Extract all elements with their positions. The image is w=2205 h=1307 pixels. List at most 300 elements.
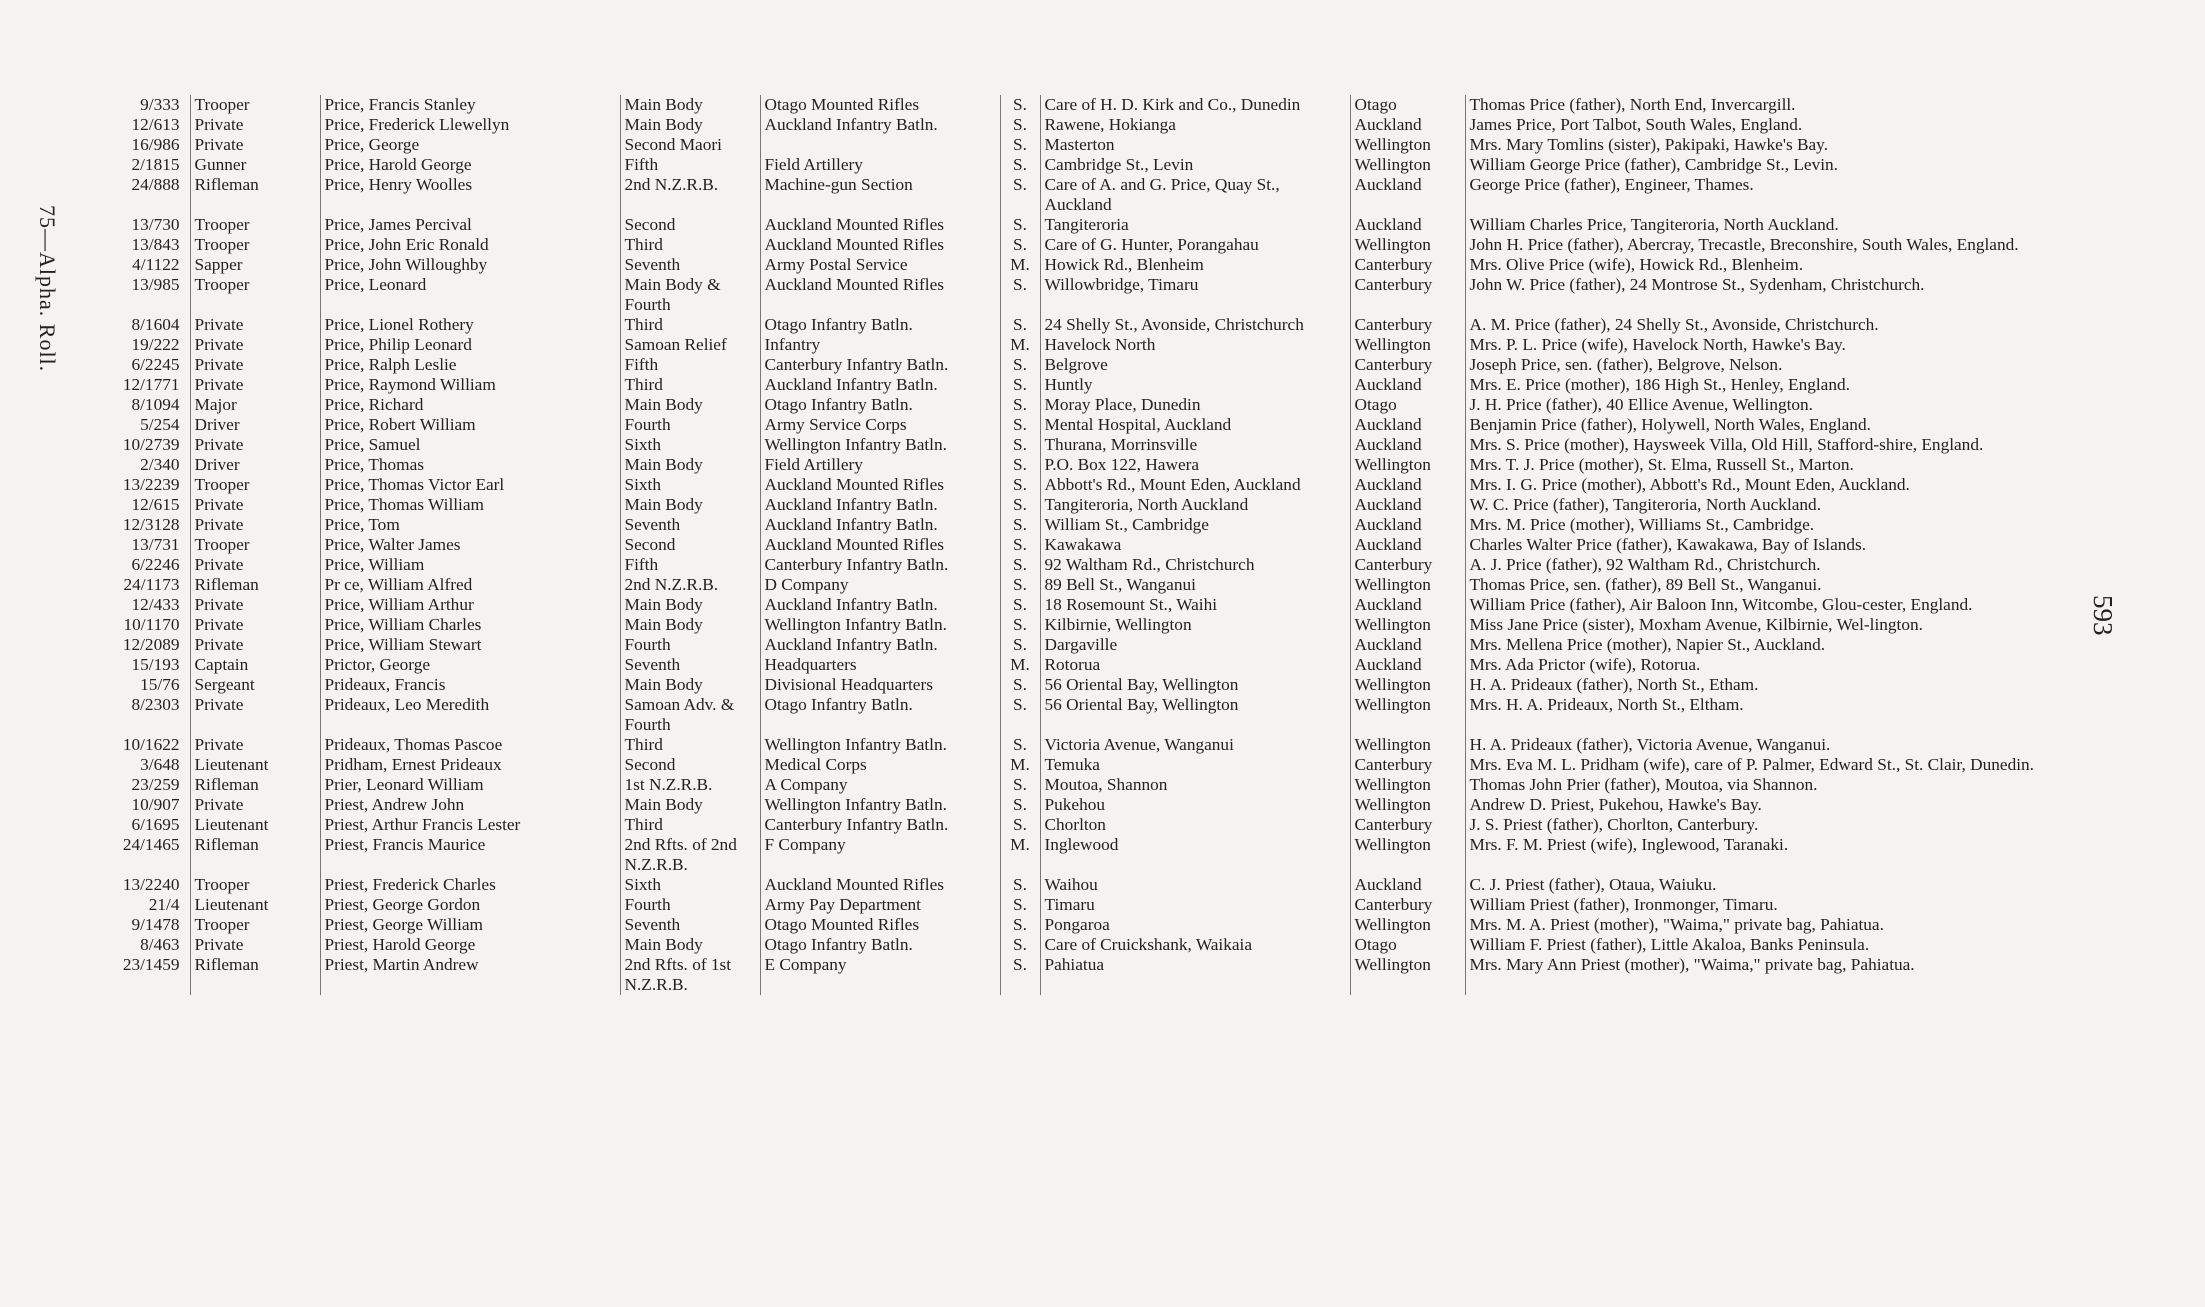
corps-cell: Army Postal Service bbox=[760, 255, 1000, 275]
next-of-kin-cell: Thomas Price, sen. (father), 89 Bell St., Wanganui. bbox=[1465, 575, 2150, 595]
rank-cell: Private bbox=[190, 115, 320, 135]
rank-cell: Trooper bbox=[190, 95, 320, 115]
marital-status-cell: S. bbox=[1000, 215, 1040, 235]
marital-status-cell: S. bbox=[1000, 575, 1040, 595]
district-cell: Auckland bbox=[1350, 215, 1465, 235]
table-row bbox=[110, 175, 2150, 215]
service-number-cell: 9/333 bbox=[140, 95, 180, 114]
corps-cell: Auckland Infantry Batln. bbox=[760, 595, 1000, 615]
embarkation-unit-cell: Seventh bbox=[620, 915, 760, 935]
district-cell: Otago bbox=[1350, 395, 1465, 415]
service-number-cell: 16/986 bbox=[131, 135, 180, 154]
next-of-kin-cell: Thomas John Prier (father), Moutoa, via Shannon. bbox=[1465, 775, 2150, 795]
last-address-cell: Moray Place, Dunedin bbox=[1040, 395, 1350, 415]
soldier-name-cell: Prier, Leonard William bbox=[320, 775, 620, 795]
embarkation-unit-cell: Second bbox=[620, 755, 760, 775]
next-of-kin-cell: Mrs. I. G. Price (mother), Abbott's Rd., Mount Eden, Auckland. bbox=[1465, 475, 2150, 495]
rank-cell: Private bbox=[190, 135, 320, 155]
service-number-cell: 23/1459 bbox=[122, 955, 180, 974]
embarkation-unit-cell: Sixth bbox=[620, 435, 760, 455]
soldier-name-cell: Price, Harold George bbox=[320, 155, 620, 175]
soldier-name-cell: Price, Richard bbox=[320, 395, 620, 415]
table-row bbox=[110, 695, 2150, 735]
district-cell: Auckland bbox=[1350, 515, 1465, 535]
soldier-name-cell: Price, James Percival bbox=[320, 215, 620, 235]
last-address-cell: Dargaville bbox=[1040, 635, 1350, 655]
next-of-kin-cell: H. A. Prideaux (father), Victoria Avenue, Wanganui. bbox=[1465, 735, 2150, 755]
rank-cell: Rifleman bbox=[190, 175, 320, 215]
table-row bbox=[110, 935, 2150, 955]
last-address-cell: Tangiteroria, North Auckland bbox=[1040, 495, 1350, 515]
soldier-name-cell: Price, Robert William bbox=[320, 415, 620, 435]
last-address-cell: Mental Hospital, Auckland bbox=[1040, 415, 1350, 435]
service-number-cell: 13/730 bbox=[131, 215, 180, 234]
next-of-kin-cell: William George Price (father), Cambridge St., Levin. bbox=[1465, 155, 2150, 175]
table-row bbox=[110, 415, 2150, 435]
service-number-cell: 24/1173 bbox=[123, 575, 180, 594]
corps-cell bbox=[760, 135, 1000, 155]
table-row bbox=[110, 615, 2150, 635]
district-cell: Wellington bbox=[1350, 155, 1465, 175]
last-address-cell: Tangiteroria bbox=[1040, 215, 1350, 235]
service-number-cell: 10/1622 bbox=[122, 735, 180, 754]
marital-status-cell: M. bbox=[1000, 335, 1040, 355]
soldier-name-cell: Price, Tom bbox=[320, 515, 620, 535]
service-number-cell: 13/2239 bbox=[122, 475, 180, 494]
rank-cell: Private bbox=[190, 555, 320, 575]
embarkation-unit-cell: Main Body bbox=[620, 455, 760, 475]
corps-cell: Divisional Headquarters bbox=[760, 675, 1000, 695]
soldier-name-cell: Prideaux, Thomas Pascoe bbox=[320, 735, 620, 755]
district-cell: Auckland bbox=[1350, 475, 1465, 495]
district-cell: Canterbury bbox=[1350, 355, 1465, 375]
embarkation-unit-cell: 2nd N.Z.R.B. bbox=[620, 175, 760, 215]
service-number-cell: 12/433 bbox=[131, 595, 180, 614]
table-row bbox=[110, 135, 2150, 155]
embarkation-unit-cell: Third bbox=[620, 375, 760, 395]
rank-cell: Private bbox=[190, 355, 320, 375]
marital-status-cell: S. bbox=[1000, 935, 1040, 955]
soldier-name-cell: Price, George bbox=[320, 135, 620, 155]
district-cell: Wellington bbox=[1350, 335, 1465, 355]
soldier-name-cell: Priest, Arthur Francis Lester bbox=[320, 815, 620, 835]
corps-cell: Auckland Infantry Batln. bbox=[760, 375, 1000, 395]
service-number-cell: 24/1465 bbox=[122, 835, 180, 854]
next-of-kin-cell: Mrs. Eva M. L. Pridham (wife), care of P. Palmer, Edward St., St. Clair, Dunedin. bbox=[1465, 755, 2150, 775]
next-of-kin-cell: Mrs. T. J. Price (mother), St. Elma, Russell St., Marton. bbox=[1465, 455, 2150, 475]
next-of-kin-cell: Charles Walter Price (father), Kawakawa, Bay of Islands. bbox=[1465, 535, 2150, 555]
corps-cell: Wellington Infantry Batln. bbox=[760, 435, 1000, 455]
table-row bbox=[110, 555, 2150, 575]
next-of-kin-cell: Mrs. M. Price (mother), Williams St., Cambridge. bbox=[1465, 515, 2150, 535]
soldier-name-cell: Price, Philip Leonard bbox=[320, 335, 620, 355]
table-row bbox=[110, 375, 2150, 395]
district-cell: Wellington bbox=[1350, 835, 1465, 875]
marital-status-cell: S. bbox=[1000, 475, 1040, 495]
table-row bbox=[110, 95, 2150, 115]
soldier-name-cell: Prideaux, Francis bbox=[320, 675, 620, 695]
district-cell: Wellington bbox=[1350, 795, 1465, 815]
service-number-cell: 8/1094 bbox=[131, 395, 180, 414]
district-cell: Canterbury bbox=[1350, 815, 1465, 835]
next-of-kin-cell: William Price (father), Air Baloon Inn, Witcombe, Glou-cester, England. bbox=[1465, 595, 2150, 615]
table-row bbox=[110, 275, 2150, 315]
rank-cell: Private bbox=[190, 635, 320, 655]
marital-status-cell: S. bbox=[1000, 555, 1040, 575]
last-address-cell: 56 Oriental Bay, Wellington bbox=[1040, 675, 1350, 695]
soldier-name-cell: Price, Lionel Rothery bbox=[320, 315, 620, 335]
corps-cell: Otago Mounted Rifles bbox=[760, 915, 1000, 935]
soldier-name-cell: Price, Thomas William bbox=[320, 495, 620, 515]
rank-cell: Rifleman bbox=[190, 835, 320, 875]
soldier-name-cell: Price, John Willoughby bbox=[320, 255, 620, 275]
next-of-kin-cell: C. J. Priest (father), Otaua, Waiuku. bbox=[1465, 875, 2150, 895]
soldier-name-cell: Price, Leonard bbox=[320, 275, 620, 315]
marital-status-cell: S. bbox=[1000, 315, 1040, 335]
roll-body bbox=[110, 95, 2150, 995]
next-of-kin-cell: Mrs. H. A. Prideaux, North St., Eltham. bbox=[1465, 695, 2150, 735]
embarkation-unit-cell: Main Body bbox=[620, 395, 760, 415]
district-cell: Auckland bbox=[1350, 435, 1465, 455]
district-cell: Auckland bbox=[1350, 535, 1465, 555]
last-address-cell: Pongaroa bbox=[1040, 915, 1350, 935]
embarkation-unit-cell: Main Body bbox=[620, 115, 760, 135]
soldier-name-cell: Price, Henry Woolles bbox=[320, 175, 620, 215]
service-number-cell: 8/463 bbox=[140, 935, 180, 954]
next-of-kin-cell: William Priest (father), Ironmonger, Timaru. bbox=[1465, 895, 2150, 915]
soldier-name-cell: Price, Francis Stanley bbox=[320, 95, 620, 115]
service-number-cell: 2/340 bbox=[140, 455, 180, 474]
district-cell: Wellington bbox=[1350, 575, 1465, 595]
soldier-name-cell: Priest, Francis Maurice bbox=[320, 835, 620, 875]
rank-cell: Sergeant bbox=[190, 675, 320, 695]
table-row bbox=[110, 495, 2150, 515]
table-row bbox=[110, 915, 2150, 935]
table-row bbox=[110, 755, 2150, 775]
next-of-kin-cell: John W. Price (father), 24 Montrose St., Sydenham, Christchurch. bbox=[1465, 275, 2150, 315]
soldier-name-cell: Price, Samuel bbox=[320, 435, 620, 455]
embarkation-unit-cell: Third bbox=[620, 735, 760, 755]
next-of-kin-cell: J. S. Priest (father), Chorlton, Canterbury. bbox=[1465, 815, 2150, 835]
embarkation-unit-cell: 2nd Rfts. of 1st N.Z.R.B. bbox=[620, 955, 760, 995]
embarkation-unit-cell: Second bbox=[620, 535, 760, 555]
last-address-cell: Howick Rd., Blenheim bbox=[1040, 255, 1350, 275]
corps-cell: Auckland Mounted Rifles bbox=[760, 475, 1000, 495]
soldier-name-cell: Price, Thomas Victor Earl bbox=[320, 475, 620, 495]
embarkation-unit-cell: 1st N.Z.R.B. bbox=[620, 775, 760, 795]
last-address-cell: Belgrove bbox=[1040, 355, 1350, 375]
marital-status-cell: S. bbox=[1000, 175, 1040, 215]
service-number-cell: 15/76 bbox=[140, 675, 180, 694]
rank-cell: Rifleman bbox=[190, 955, 320, 995]
table-row bbox=[110, 795, 2150, 815]
soldier-name-cell: Price, William Arthur bbox=[320, 595, 620, 615]
table-row bbox=[110, 315, 2150, 335]
corps-cell: Machine-gun Section bbox=[760, 175, 1000, 215]
soldier-name-cell: Price, William Stewart bbox=[320, 635, 620, 655]
marital-status-cell: S. bbox=[1000, 515, 1040, 535]
next-of-kin-cell: A. M. Price (father), 24 Shelly St., Avonside, Christchurch. bbox=[1465, 315, 2150, 335]
service-number-cell: 12/1771 bbox=[122, 375, 180, 394]
corps-cell: Field Artillery bbox=[760, 455, 1000, 475]
embarkation-unit-cell: Seventh bbox=[620, 655, 760, 675]
next-of-kin-cell: Mrs. Olive Price (wife), Howick Rd., Blenheim. bbox=[1465, 255, 2150, 275]
next-of-kin-cell: Mrs. Mary Ann Priest (mother), "Waima," private bag, Pahiatua. bbox=[1465, 955, 2150, 995]
rank-cell: Private bbox=[190, 795, 320, 815]
district-cell: Auckland bbox=[1350, 635, 1465, 655]
rank-cell: Private bbox=[190, 495, 320, 515]
district-cell: Wellington bbox=[1350, 235, 1465, 255]
marital-status-cell: S. bbox=[1000, 155, 1040, 175]
service-number-cell: 24/888 bbox=[131, 175, 180, 194]
last-address-cell: Cambridge St., Levin bbox=[1040, 155, 1350, 175]
marital-status-cell: S. bbox=[1000, 235, 1040, 255]
rank-cell: Trooper bbox=[190, 475, 320, 495]
rank-cell: Lieutenant bbox=[190, 815, 320, 835]
roll-table bbox=[110, 95, 2150, 995]
corps-cell: Auckland Mounted Rifles bbox=[760, 275, 1000, 315]
service-number-cell: 10/2739 bbox=[122, 435, 180, 454]
corps-cell: E Company bbox=[760, 955, 1000, 995]
next-of-kin-cell: William Charles Price, Tangiteroria, North Auckland. bbox=[1465, 215, 2150, 235]
marital-status-cell: M. bbox=[1000, 655, 1040, 675]
corps-cell: Otago Infantry Batln. bbox=[760, 315, 1000, 335]
last-address-cell: Havelock North bbox=[1040, 335, 1350, 355]
soldier-name-cell: Price, William Charles bbox=[320, 615, 620, 635]
last-address-cell: Waihou bbox=[1040, 875, 1350, 895]
corps-cell: Auckland Infantry Batln. bbox=[760, 495, 1000, 515]
marital-status-cell: S. bbox=[1000, 875, 1040, 895]
marital-status-cell: S. bbox=[1000, 915, 1040, 935]
embarkation-unit-cell: Second bbox=[620, 215, 760, 235]
soldier-name-cell: Priest, Harold George bbox=[320, 935, 620, 955]
last-address-cell: 89 Bell St., Wanganui bbox=[1040, 575, 1350, 595]
corps-cell: D Company bbox=[760, 575, 1000, 595]
district-cell: Wellington bbox=[1350, 455, 1465, 475]
last-address-cell: 24 Shelly St., Avonside, Christchurch bbox=[1040, 315, 1350, 335]
service-number-cell: 4/1122 bbox=[132, 255, 180, 274]
last-address-cell: Care of A. and G. Price, Quay St., Auckland bbox=[1040, 175, 1350, 215]
district-cell: Canterbury bbox=[1350, 255, 1465, 275]
embarkation-unit-cell: Second Maori bbox=[620, 135, 760, 155]
soldier-name-cell: Priest, Andrew John bbox=[320, 795, 620, 815]
last-address-cell: 92 Waltham Rd., Christchurch bbox=[1040, 555, 1350, 575]
district-cell: Auckland bbox=[1350, 595, 1465, 615]
embarkation-unit-cell: Fifth bbox=[620, 355, 760, 375]
district-cell: Wellington bbox=[1350, 915, 1465, 935]
corps-cell: Auckland Infantry Batln. bbox=[760, 635, 1000, 655]
service-number-cell: 8/1604 bbox=[131, 315, 180, 334]
corps-cell: Canterbury Infantry Batln. bbox=[760, 555, 1000, 575]
table-row bbox=[110, 635, 2150, 655]
service-number-cell: 3/648 bbox=[140, 755, 180, 774]
rank-cell: Private bbox=[190, 935, 320, 955]
rank-cell: Rifleman bbox=[190, 775, 320, 795]
table-row bbox=[110, 595, 2150, 615]
last-address-cell: Willowbridge, Timaru bbox=[1040, 275, 1350, 315]
marital-status-cell: S. bbox=[1000, 275, 1040, 315]
soldier-name-cell: Price, John Eric Ronald bbox=[320, 235, 620, 255]
last-address-cell: Inglewood bbox=[1040, 835, 1350, 875]
service-number-cell: 6/2245 bbox=[131, 355, 180, 374]
soldier-name-cell: Prictor, George bbox=[320, 655, 620, 675]
table-row bbox=[110, 515, 2150, 535]
next-of-kin-cell: James Price, Port Talbot, South Wales, England. bbox=[1465, 115, 2150, 135]
rank-cell: Private bbox=[190, 735, 320, 755]
marital-status-cell: S. bbox=[1000, 495, 1040, 515]
corps-cell: F Company bbox=[760, 835, 1000, 875]
next-of-kin-cell: Mrs. P. L. Price (wife), Havelock North, Hawke's Bay. bbox=[1465, 335, 2150, 355]
next-of-kin-cell: Mrs. S. Price (mother), Haysweek Villa, Old Hill, Stafford-shire, England. bbox=[1465, 435, 2150, 455]
rank-cell: Private bbox=[190, 615, 320, 635]
service-number-cell: 6/2246 bbox=[131, 555, 180, 574]
rank-cell: Rifleman bbox=[190, 575, 320, 595]
last-address-cell: Moutoa, Shannon bbox=[1040, 775, 1350, 795]
corps-cell: Army Service Corps bbox=[760, 415, 1000, 435]
next-of-kin-cell: Mrs. Ada Prictor (wife), Rotorua. bbox=[1465, 655, 2150, 675]
table-row bbox=[110, 535, 2150, 555]
rank-cell: Lieutenant bbox=[190, 755, 320, 775]
next-of-kin-cell: Mrs. M. A. Priest (mother), "Waima," private bag, Pahiatua. bbox=[1465, 915, 2150, 935]
last-address-cell: Thurana, Morrinsville bbox=[1040, 435, 1350, 455]
last-address-cell: William St., Cambridge bbox=[1040, 515, 1350, 535]
rank-cell: Trooper bbox=[190, 875, 320, 895]
service-number-cell: 12/2089 bbox=[122, 635, 180, 654]
rank-cell: Private bbox=[190, 695, 320, 735]
marital-status-cell: S. bbox=[1000, 115, 1040, 135]
corps-cell: Canterbury Infantry Batln. bbox=[760, 355, 1000, 375]
rank-cell: Trooper bbox=[190, 915, 320, 935]
table-row bbox=[110, 575, 2150, 595]
embarkation-unit-cell: Fourth bbox=[620, 895, 760, 915]
corps-cell: Headquarters bbox=[760, 655, 1000, 675]
corps-cell: Infantry bbox=[760, 335, 1000, 355]
last-address-cell: Masterton bbox=[1040, 135, 1350, 155]
table-row bbox=[110, 215, 2150, 235]
corps-cell: A Company bbox=[760, 775, 1000, 795]
next-of-kin-cell: Thomas Price (father), North End, Invercargill. bbox=[1465, 95, 2150, 115]
embarkation-unit-cell: Fourth bbox=[620, 415, 760, 435]
rank-cell: Private bbox=[190, 595, 320, 615]
service-number-cell: 9/1478 bbox=[131, 915, 180, 934]
marital-status-cell: S. bbox=[1000, 675, 1040, 695]
district-cell: Wellington bbox=[1350, 695, 1465, 735]
marital-status-cell: S. bbox=[1000, 795, 1040, 815]
marital-status-cell: S. bbox=[1000, 455, 1040, 475]
rank-cell: Trooper bbox=[190, 215, 320, 235]
next-of-kin-cell: William F. Priest (father), Little Akaloa, Banks Peninsula. bbox=[1465, 935, 2150, 955]
marital-status-cell: M. bbox=[1000, 835, 1040, 875]
corps-cell: Wellington Infantry Batln. bbox=[760, 795, 1000, 815]
service-number-cell: 5/254 bbox=[140, 415, 180, 434]
table-row bbox=[110, 735, 2150, 755]
soldier-name-cell: Priest, George Gordon bbox=[320, 895, 620, 915]
rank-cell: Gunner bbox=[190, 155, 320, 175]
service-number-cell: 15/193 bbox=[131, 655, 180, 674]
service-number-cell: 8/2303 bbox=[131, 695, 180, 714]
embarkation-unit-cell: Fourth bbox=[620, 635, 760, 655]
corps-cell: Otago Infantry Batln. bbox=[760, 695, 1000, 735]
soldier-name-cell: Price, William bbox=[320, 555, 620, 575]
embarkation-unit-cell: Main Body bbox=[620, 495, 760, 515]
last-address-cell: Care of H. D. Kirk and Co., Dunedin bbox=[1040, 95, 1350, 115]
table-row bbox=[110, 655, 2150, 675]
embarkation-unit-cell: Main Body bbox=[620, 95, 760, 115]
next-of-kin-cell: John H. Price (father), Abercray, Trecastle, Breconshire, South Wales, England. bbox=[1465, 235, 2150, 255]
district-cell: Otago bbox=[1350, 95, 1465, 115]
corps-cell: Field Artillery bbox=[760, 155, 1000, 175]
table-row bbox=[110, 815, 2150, 835]
rank-cell: Private bbox=[190, 315, 320, 335]
table-row bbox=[110, 335, 2150, 355]
soldier-name-cell: Priest, Frederick Charles bbox=[320, 875, 620, 895]
marital-status-cell: S. bbox=[1000, 95, 1040, 115]
last-address-cell: Care of G. Hunter, Porangahau bbox=[1040, 235, 1350, 255]
table-row bbox=[110, 395, 2150, 415]
rank-cell: Driver bbox=[190, 415, 320, 435]
marital-status-cell: S. bbox=[1000, 615, 1040, 635]
table-row bbox=[110, 255, 2150, 275]
soldier-name-cell: Priest, George William bbox=[320, 915, 620, 935]
embarkation-unit-cell: Samoan Adv. & Fourth bbox=[620, 695, 760, 735]
side-label: 75—Alpha. Roll. bbox=[35, 205, 60, 373]
table-row bbox=[110, 775, 2150, 795]
soldier-name-cell: Pridham, Ernest Prideaux bbox=[320, 755, 620, 775]
next-of-kin-cell: H. A. Prideaux (father), North St., Etham. bbox=[1465, 675, 2150, 695]
table-row bbox=[110, 955, 2150, 995]
rank-cell: Private bbox=[190, 335, 320, 355]
district-cell: Canterbury bbox=[1350, 315, 1465, 335]
service-number-cell: 19/222 bbox=[131, 335, 180, 354]
service-number-cell: 13/731 bbox=[131, 535, 180, 554]
service-number-cell: 10/907 bbox=[131, 795, 180, 814]
marital-status-cell: M. bbox=[1000, 255, 1040, 275]
last-address-cell: Chorlton bbox=[1040, 815, 1350, 835]
marital-status-cell: S. bbox=[1000, 395, 1040, 415]
corps-cell: Auckland Mounted Rifles bbox=[760, 235, 1000, 255]
next-of-kin-cell: A. J. Price (father), 92 Waltham Rd., Christchurch. bbox=[1465, 555, 2150, 575]
service-number-cell: 12/613 bbox=[131, 115, 180, 134]
next-of-kin-cell: Mrs. Mellena Price (mother), Napier St., Auckland. bbox=[1465, 635, 2150, 655]
last-address-cell: Huntly bbox=[1040, 375, 1350, 395]
district-cell: Wellington bbox=[1350, 615, 1465, 635]
rank-cell: Driver bbox=[190, 455, 320, 475]
district-cell: Auckland bbox=[1350, 495, 1465, 515]
embarkation-unit-cell: Fifth bbox=[620, 555, 760, 575]
last-address-cell: 56 Oriental Bay, Wellington bbox=[1040, 695, 1350, 735]
embarkation-unit-cell: Samoan Relief bbox=[620, 335, 760, 355]
corps-cell: Medical Corps bbox=[760, 755, 1000, 775]
next-of-kin-cell: J. H. Price (father), 40 Ellice Avenue, Wellington. bbox=[1465, 395, 2150, 415]
soldier-name-cell: Price, Ralph Leslie bbox=[320, 355, 620, 375]
table-row bbox=[110, 435, 2150, 455]
district-cell: Wellington bbox=[1350, 775, 1465, 795]
table-row bbox=[110, 895, 2150, 915]
next-of-kin-cell: Mrs. E. Price (mother), 186 High St., Henley, England. bbox=[1465, 375, 2150, 395]
next-of-kin-cell: Mrs. F. M. Priest (wife), Inglewood, Taranaki. bbox=[1465, 835, 2150, 875]
last-address-cell: Temuka bbox=[1040, 755, 1350, 775]
rank-cell: Private bbox=[190, 515, 320, 535]
embarkation-unit-cell: Sixth bbox=[620, 875, 760, 895]
corps-cell: Auckland Mounted Rifles bbox=[760, 875, 1000, 895]
table-row bbox=[110, 675, 2150, 695]
service-number-cell: 23/259 bbox=[131, 775, 180, 794]
last-address-cell: Victoria Avenue, Wanganui bbox=[1040, 735, 1350, 755]
marital-status-cell: S. bbox=[1000, 355, 1040, 375]
last-address-cell: P.O. Box 122, Hawera bbox=[1040, 455, 1350, 475]
marital-status-cell: M. bbox=[1000, 755, 1040, 775]
embarkation-unit-cell: Main Body & Fourth bbox=[620, 275, 760, 315]
